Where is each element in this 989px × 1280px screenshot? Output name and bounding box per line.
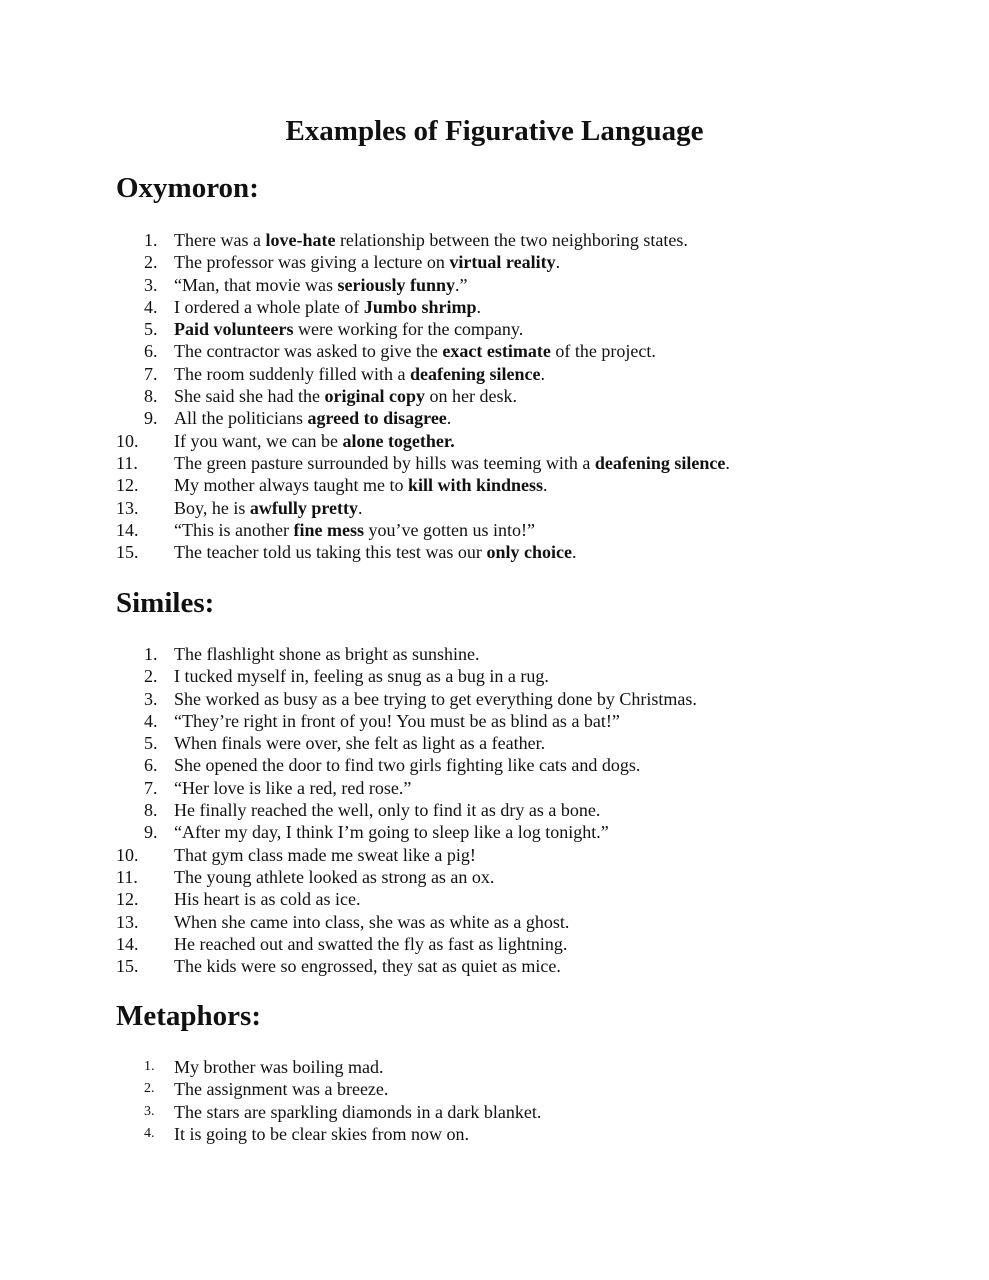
list-item-number: 4. [144, 1125, 155, 1141]
list-item-text [174, 710, 620, 732]
list-item-text [174, 955, 561, 977]
list-item-text [174, 732, 545, 754]
list-item-text [174, 643, 479, 665]
list-item-text [174, 1078, 388, 1100]
text-segment: . [358, 497, 363, 518]
figurative-phrase: Paid volunteers [174, 319, 294, 340]
figurative-phrase: only choice [486, 542, 572, 563]
list-item-number: 3. [144, 274, 158, 295]
figurative-phrase: original copy [324, 386, 425, 407]
list-item-number: 14. [116, 933, 139, 954]
figurative-phrase: exact estimate [442, 341, 551, 362]
text-segment: Boy, he is [174, 497, 250, 518]
figurative-phrase: Jumbo shrimp [363, 296, 477, 317]
text-segment: on her desk. [424, 386, 517, 407]
text-segment: The teacher told us taking this test was our [174, 542, 487, 563]
section-heading-metaphors: Metaphors: [116, 1000, 261, 1032]
list-item-text [174, 296, 481, 318]
list-item-text [174, 385, 517, 407]
text-segment: “Man, that movie was [174, 274, 338, 295]
figurative-phrase: kill with kindness [407, 475, 544, 496]
text-segment: “They’re right in front of you! You must be as blind as a bat!” [174, 710, 620, 731]
section-heading-similes: Similes: [116, 587, 215, 619]
text-segment: relationship between the two neighboring states. [335, 230, 688, 250]
text-segment: His heart is as cold as ice. [174, 889, 361, 910]
text-segment: were working for the company. [293, 319, 524, 340]
list-item-number: 15. [116, 956, 139, 977]
figurative-phrase: virtual reality [449, 252, 556, 273]
figurative-phrase: deafening silence [409, 363, 541, 384]
text-segment: The stars are sparkling diamonds in a dark blanket. [174, 1101, 542, 1122]
text-segment: . [555, 252, 561, 273]
text-segment: My brother was boiling mad. [174, 1057, 384, 1077]
text-segment: If you want, we can be [174, 430, 343, 451]
document-title: Examples of Figurative Language [285, 115, 704, 147]
list-item-number: 14. [116, 519, 139, 540]
text-segment: There was a [174, 230, 266, 250]
section-heading-oxymoron: Oxymoron: [116, 172, 259, 204]
text-segment: The room suddenly filled with a [174, 363, 410, 384]
text-segment: My mother always taught me to [174, 475, 408, 496]
list-item-text [174, 799, 600, 821]
list-item-text [174, 821, 609, 843]
list-item-text [174, 363, 545, 385]
text-segment: . [571, 542, 577, 563]
text-segment: That gym class made me sweat like a pig! [174, 844, 476, 865]
list-item-number: 2. [144, 666, 158, 687]
text-segment: . [540, 363, 545, 384]
text-segment: When she came into class, she was as white as a ghost. [174, 911, 570, 932]
text-segment: you’ve gotten us into!” [363, 519, 535, 540]
list-item-text [174, 251, 560, 273]
list-item-text [174, 1123, 469, 1145]
list-item-text [174, 777, 411, 799]
list-item-number: 9. [144, 822, 158, 843]
list-item-number: 9. [144, 408, 158, 429]
list-item-number: 1. [144, 644, 158, 664]
list-item-number: 7. [144, 777, 158, 798]
text-segment: When finals were over, she felt as light as a feather. [174, 733, 546, 754]
text-segment: of the project. [550, 341, 656, 362]
list-item-number: 13. [116, 497, 139, 518]
text-segment: The flashlight shone as bright as sunshine. [174, 644, 480, 664]
text-segment: .” [455, 274, 468, 295]
figurative-phrase: agreed to disagree [307, 408, 447, 429]
figurative-phrase: seriously funny [337, 274, 455, 295]
list-item-text [174, 866, 494, 888]
list-item-number: 13. [116, 911, 139, 932]
list-item-number: 6. [144, 755, 158, 776]
text-segment: . [476, 296, 481, 317]
list-item-text [174, 665, 549, 687]
list-item-text [174, 340, 656, 362]
text-segment: She worked as busy as a bee trying to get everything done by Christmas. [174, 688, 697, 709]
list-item-number: 1. [144, 1059, 155, 1074]
list-item-number: 2. [144, 1081, 155, 1097]
text-segment: The kids were so engrossed, they sat as quiet as mice. [174, 956, 561, 977]
list-item-number: 7. [144, 363, 158, 384]
list-item-text [174, 1056, 383, 1078]
list-item-text [174, 933, 567, 955]
text-segment: “After my day, I think I’m going to sleep like a log tonight.” [174, 822, 609, 843]
text-segment: The professor was giving a lecture on [174, 252, 450, 273]
text-segment: He reached out and swatted the fly as fast as lightning. [174, 933, 568, 954]
list-item-text [174, 519, 535, 541]
text-segment: She said she had the [174, 386, 325, 407]
list-item-number: 11. [116, 866, 138, 887]
text-segment: The green pasture surrounded by hills was teeming with a [174, 452, 595, 473]
list-item-number: 8. [144, 386, 158, 407]
list-item-text [174, 452, 730, 474]
text-segment: She opened the door to find two girls fighting like cats and dogs. [174, 755, 641, 776]
list-item-number: 11. [116, 452, 138, 473]
list-item-number: 10. [116, 844, 139, 865]
figurative-phrase: alone together. [342, 430, 455, 451]
figurative-phrase: awfully pretty [249, 497, 359, 518]
list-item-text [174, 229, 688, 251]
text-segment: . [446, 408, 452, 429]
list-item-number: 1. [144, 230, 158, 250]
text-segment: The young athlete looked as strong as an ox. [174, 866, 495, 887]
text-segment: The assignment was a breeze. [174, 1079, 389, 1100]
figurative-phrase: deafening silence [594, 452, 726, 473]
list-item-number: 5. [144, 319, 158, 340]
text-segment: I tucked myself in, feeling as snug as a bug in a rug. [174, 666, 549, 687]
list-item-number: 15. [116, 542, 139, 563]
text-segment: . [725, 452, 730, 473]
list-item-number: 8. [144, 800, 158, 821]
text-segment: All the politicians [174, 408, 308, 429]
list-item-text [174, 474, 548, 496]
text-segment: “This is another [174, 519, 294, 540]
list-item-number: 6. [144, 341, 158, 362]
list-item-text [174, 274, 468, 296]
list-item-text [174, 1101, 541, 1123]
list-item-text [174, 497, 363, 519]
list-item-text [174, 407, 451, 429]
list-item-text [174, 888, 360, 910]
list-item-number: 4. [144, 710, 158, 731]
list-item-text [174, 911, 569, 933]
list-item-number: 3. [144, 688, 158, 709]
list-item-number: 4. [144, 296, 158, 317]
text-segment: I ordered a whole plate of [174, 296, 364, 317]
text-segment: . [543, 475, 548, 496]
list-item-number: 10. [116, 430, 139, 451]
text-segment: The contractor was asked to give the [174, 341, 443, 362]
list-item-number: 3. [144, 1103, 155, 1119]
list-item-text [174, 541, 576, 563]
list-item-number: 12. [116, 475, 139, 496]
text-segment: He finally reached the well, only to find it as dry as a bone. [174, 800, 601, 821]
list-item-number: 12. [116, 889, 139, 910]
text-segment: “Her love is like a red, red rose.” [174, 777, 412, 798]
list-item-text [174, 754, 640, 776]
list-item-number: 2. [144, 252, 158, 273]
text-segment: It is going to be clear skies from now on. [174, 1123, 469, 1144]
figurative-phrase: fine mess [293, 519, 364, 540]
figurative-phrase: love-hate [265, 230, 336, 250]
list-item-text [174, 318, 523, 340]
list-item-number: 5. [144, 733, 158, 754]
list-item-text [174, 688, 697, 710]
list-item-text [174, 844, 476, 866]
list-item-text [174, 430, 455, 452]
